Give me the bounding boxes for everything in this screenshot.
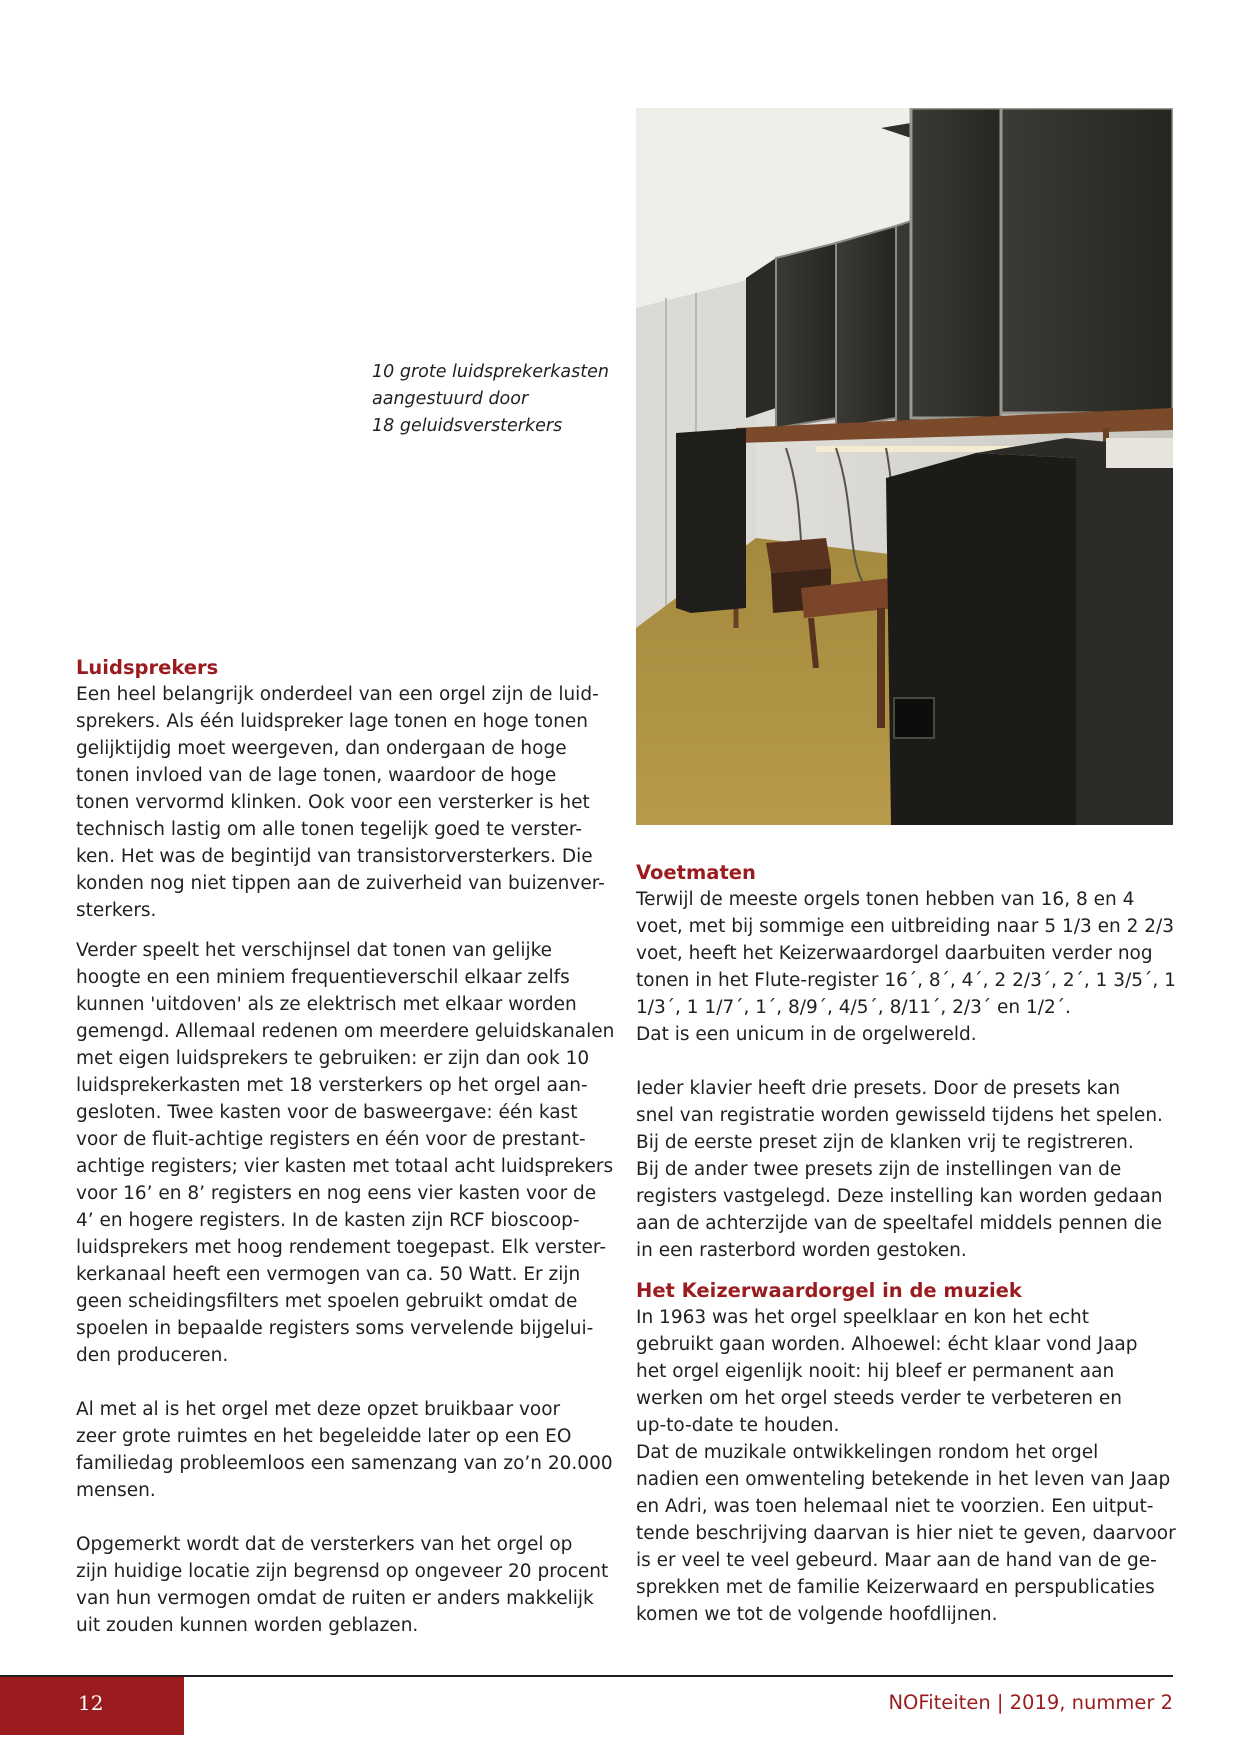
- text-line: gesloten. Twee kasten voor de basweergave: één kast: [76, 1102, 578, 1123]
- text-line: den produceren.: [76, 1345, 229, 1366]
- text-line: voet, heeft het Keizerwaardorgel daarbuiten verder nog: [636, 943, 1153, 964]
- section-heading-voetmaten: Voetmaten: [636, 861, 756, 884]
- text-line: gemengd. Allemaal redenen om meerdere geluidskanalen: [76, 1021, 615, 1042]
- text-line: Bij de eerste preset zijn de klanken vrij te registreren.: [636, 1132, 1134, 1153]
- text-line: sprekken met de familie Keizerwaard en perspublicaties: [636, 1577, 1155, 1598]
- loudspeaker-room-photo: [636, 108, 1173, 825]
- text-line: In 1963 was het orgel speelklaar en kon het echt: [636, 1307, 1090, 1328]
- paragraph: [636, 1304, 1176, 1628]
- text-line: mensen.: [76, 1480, 156, 1501]
- section-heading-muziek: Het Keizerwaardorgel in de muziek: [636, 1279, 1022, 1302]
- text-line: geen scheidingsfilters met spoelen gebruikt omdat de: [76, 1291, 578, 1312]
- text-line: Terwijl de meeste orgels tonen hebben van 16, 8 en 4: [636, 889, 1135, 910]
- photo-caption: [372, 359, 622, 440]
- paragraph: [76, 1531, 616, 1639]
- text-line: luidsprekerkasten met 18 versterkers op het orgel aan-: [76, 1075, 588, 1096]
- text-line: Opgemerkt wordt dat de versterkers van het orgel op: [76, 1534, 573, 1555]
- text-line: voor de fluit-achtige registers en één voor de prestant-: [76, 1129, 586, 1150]
- text-line: spoelen in bepaalde registers soms vervelende bijgelui-: [76, 1318, 594, 1339]
- text-line: Dat is een unicum in de orgelwereld.: [636, 1024, 977, 1045]
- text-line: met eigen luidsprekers te gebruiken: er zijn dan ook 10: [76, 1048, 590, 1069]
- text-line: 4’ en hogere registers. In de kasten zijn RCF bioscoop-: [76, 1210, 580, 1231]
- paragraph: [76, 681, 616, 924]
- text-line: Bij de ander twee presets zijn de instellingen van de: [636, 1159, 1122, 1180]
- paragraph: [76, 1396, 616, 1504]
- text-line: aan de achterzijde van de speeltafel middels pennen die: [636, 1213, 1162, 1234]
- publication-info: NOFiteiten | 2019, nummer 2: [888, 1691, 1173, 1714]
- text-line: achtige registers; vier kasten met totaal acht luidsprekers: [76, 1156, 614, 1177]
- text-line: voet, met bij sommige een uitbreiding naar 5 1/3 en 2 2/3: [636, 916, 1175, 937]
- text-line: het orgel eigenlijk nooit: hij bleef er permanent aan: [636, 1361, 1115, 1382]
- text-line: gebruikt gaan worden. Alhoewel: écht klaar vond Jaap: [636, 1334, 1138, 1355]
- text-line: Verder speelt het verschijnsel dat tonen van gelijke: [76, 940, 553, 961]
- text-line: snel van registratie worden gewisseld tijdens het spelen.: [636, 1105, 1163, 1126]
- text-line: up-to-date te houden.: [636, 1415, 840, 1436]
- text-line: tonen invloed van de lage tonen, waardoor de hoge: [76, 765, 557, 786]
- text-line: familiedag probleemloos een samenzang van zo’n 20.000: [76, 1453, 613, 1474]
- paragraph: [76, 937, 616, 1369]
- text-line: sprekers. Als één luidspreker lage tonen en hoge tonen: [76, 711, 588, 732]
- right-column: [636, 859, 1176, 1628]
- text-line: tonen in het Flute-register 16´, 8´, 4´, 2 2/3´, 2´, 1 3/5´, 1: [636, 970, 1176, 991]
- left-column: [76, 654, 616, 1639]
- text-line: hoogte en een miniem frequentieverschil elkaar zelfs: [76, 967, 570, 988]
- caption-line: 18 geluidsversterkers: [372, 416, 563, 436]
- text-line: voor 16’ en 8’ registers en nog eens vier kasten voor de: [76, 1183, 597, 1204]
- caption-line: 10 grote luidsprekerkasten: [372, 362, 609, 382]
- page-number: 12: [78, 1691, 104, 1715]
- text-line: ken. Het was de begintijd van transistorversterkers. Die: [76, 846, 593, 867]
- text-line: luidsprekers met hoog rendement toegepast. Elk verster-: [76, 1237, 607, 1258]
- text-line: kerkanaal heeft een vermogen van ca. 50 Watt. Er zijn: [76, 1264, 581, 1285]
- text-line: uit zouden kunnen worden geblazen.: [76, 1615, 419, 1636]
- text-line: sterkers.: [76, 900, 157, 921]
- text-line: zijn huidige locatie zijn begrensd op ongeveer 20 procent: [76, 1561, 609, 1582]
- text-line: Een heel belangrijk onderdeel van een orgel zijn de luid-: [76, 684, 599, 705]
- text-line: Ieder klavier heeft drie presets. Door de presets kan: [636, 1078, 1121, 1099]
- text-line: tonen vervormd klinken. Ook voor een versterker is het: [76, 792, 590, 813]
- text-line: kunnen 'uitdoven' als ze elektrisch met elkaar worden: [76, 994, 577, 1015]
- caption-line: aangestuurd door: [372, 389, 529, 409]
- paragraph: [636, 886, 1176, 1048]
- text-line: Al met al is het orgel met deze opzet bruikbaar voor: [76, 1399, 561, 1420]
- text-line: komen we tot de volgende hoofdlijnen.: [636, 1604, 998, 1625]
- text-line: 1/3´, 1 1/7´, 1´, 8/9´, 4/5´, 8/11´, 2/3´ en 1/2´.: [636, 997, 1071, 1018]
- text-line: gelijktijdig moet weergeven, dan ondergaan de hoge: [76, 738, 567, 759]
- text-line: in een rasterbord worden gestoken.: [636, 1240, 967, 1261]
- text-line: werken om het orgel steeds verder te verbeteren en: [636, 1388, 1123, 1409]
- text-line: is er veel te veel gebeurd. Maar aan de hand van de ge-: [636, 1550, 1157, 1571]
- section-heading-luidsprekers: Luidsprekers: [76, 656, 219, 679]
- text-line: Dat de muzikale ontwikkelingen rondom het orgel: [636, 1442, 1099, 1463]
- text-line: registers vastgelegd. Deze instelling kan worden gedaan: [636, 1186, 1163, 1207]
- text-line: technisch lastig om alle tonen tegelijk goed te verster-: [76, 819, 582, 840]
- text-line: nadien een omwenteling betekende in het leven van Jaap: [636, 1469, 1171, 1490]
- paragraph: [636, 1075, 1173, 1264]
- text-line: van hun vermogen omdat de ruiten er anders makkelijk: [76, 1588, 594, 1609]
- text-line: zeer grote ruimtes en het begeleidde later op een EO: [76, 1426, 572, 1447]
- text-line: tende beschrijving daarvan is hier niet te geven, daarvoor: [636, 1523, 1176, 1544]
- text-line: en Adri, was toen helemaal niet te voorzien. Een uitput-: [636, 1496, 1154, 1517]
- photo-illustration: [636, 108, 1173, 825]
- text-line: konden nog niet tippen aan de zuiverheid van buizenver-: [76, 873, 605, 894]
